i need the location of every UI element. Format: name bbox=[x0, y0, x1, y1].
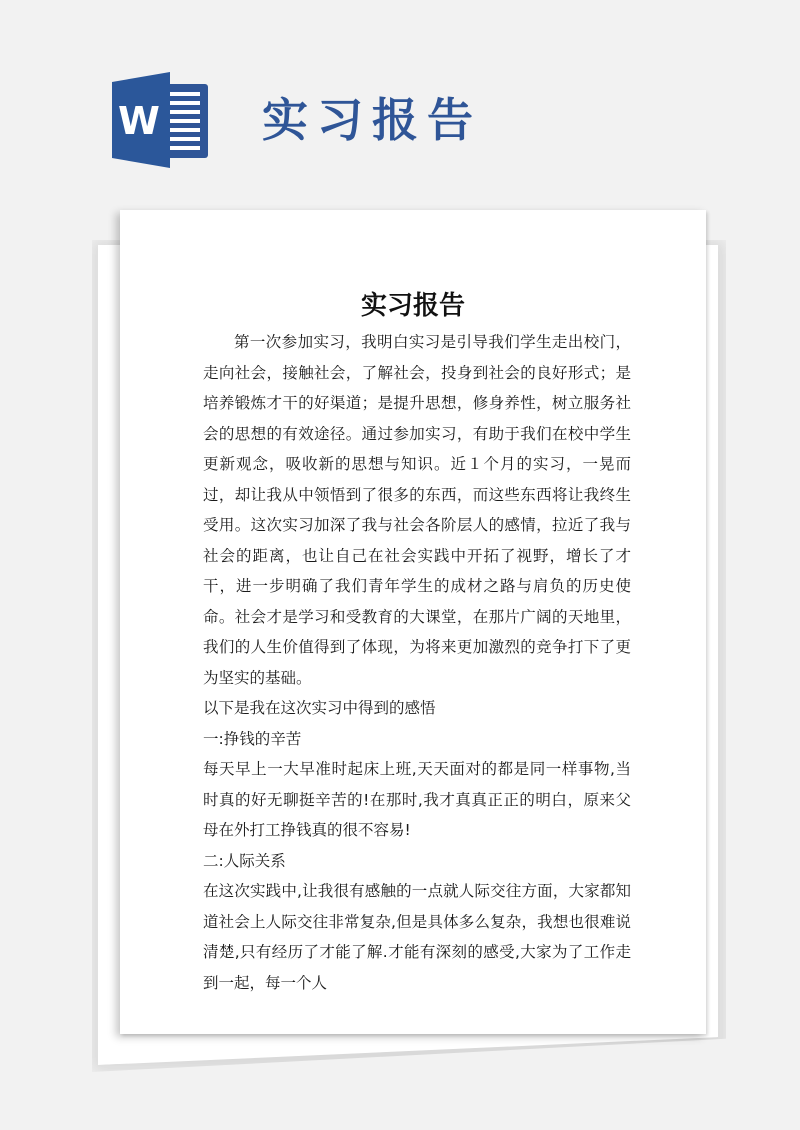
document-title: 实习报告 bbox=[360, 291, 465, 321]
document-body bbox=[203, 327, 631, 998]
insights-intro: 以下是我在这次实习中得到的感悟 bbox=[203, 699, 436, 717]
banner-title: 实习报告 bbox=[262, 93, 482, 147]
intro-paragraph: 第一次参加实习，我明白实习是引导我们学生走出校门，走向社会，接触社会，了解社会，投身到社会的良好形式；是培养锻炼才干的好渠道；是提升思想，修身养性，树立服务社会的思想的有效途径。通过参加实习，有助于我们在校中学生更新观念，吸收新的思想与知识。近１个月的实习，一晃而过，却让我从中领悟到了很多的东西，而这些东西将让我终生受用。这次实习加深了我与社会各阶层人的感情，拉近了我与社会的距离，也让自己在社会实践中开拓了视野，增长了才干，进一步明确了我们青年学生的成材之路与肩负的历史使命。社会才是学习和受教育的大课堂，在那片广阔的天地里，我们的人生价值得到了体现，为将来更加激烈的竞争打下了更为坚实的基础。 bbox=[203, 333, 631, 687]
section-paragraph-2: 在这次实践中,让我很有感触的一点就人际交往方面，大家都知道社会上人际交往非常复杂,但是具体多么复杂，我想也很难说清楚,只有经历了才能了解.才能有深刻的感受,大家为了工作走到一起，每一个人 bbox=[203, 882, 631, 992]
banner-header bbox=[0, 0, 800, 200]
word-document-icon bbox=[112, 72, 212, 168]
section-paragraph-1: 每天早上一大早准时起床上班,天天面对的都是同一样事物,当时真的好无聊挺辛苦的!在那时,我才真真正正的明白，原来父母在外打工挣钱真的很不容易! bbox=[203, 760, 631, 839]
document-page bbox=[120, 210, 706, 1034]
word-icon-letter: W bbox=[118, 99, 160, 143]
section-heading-2: 二:人际关系 bbox=[203, 851, 286, 870]
section-heading-1: 一:挣钱的辛苦 bbox=[203, 729, 302, 748]
